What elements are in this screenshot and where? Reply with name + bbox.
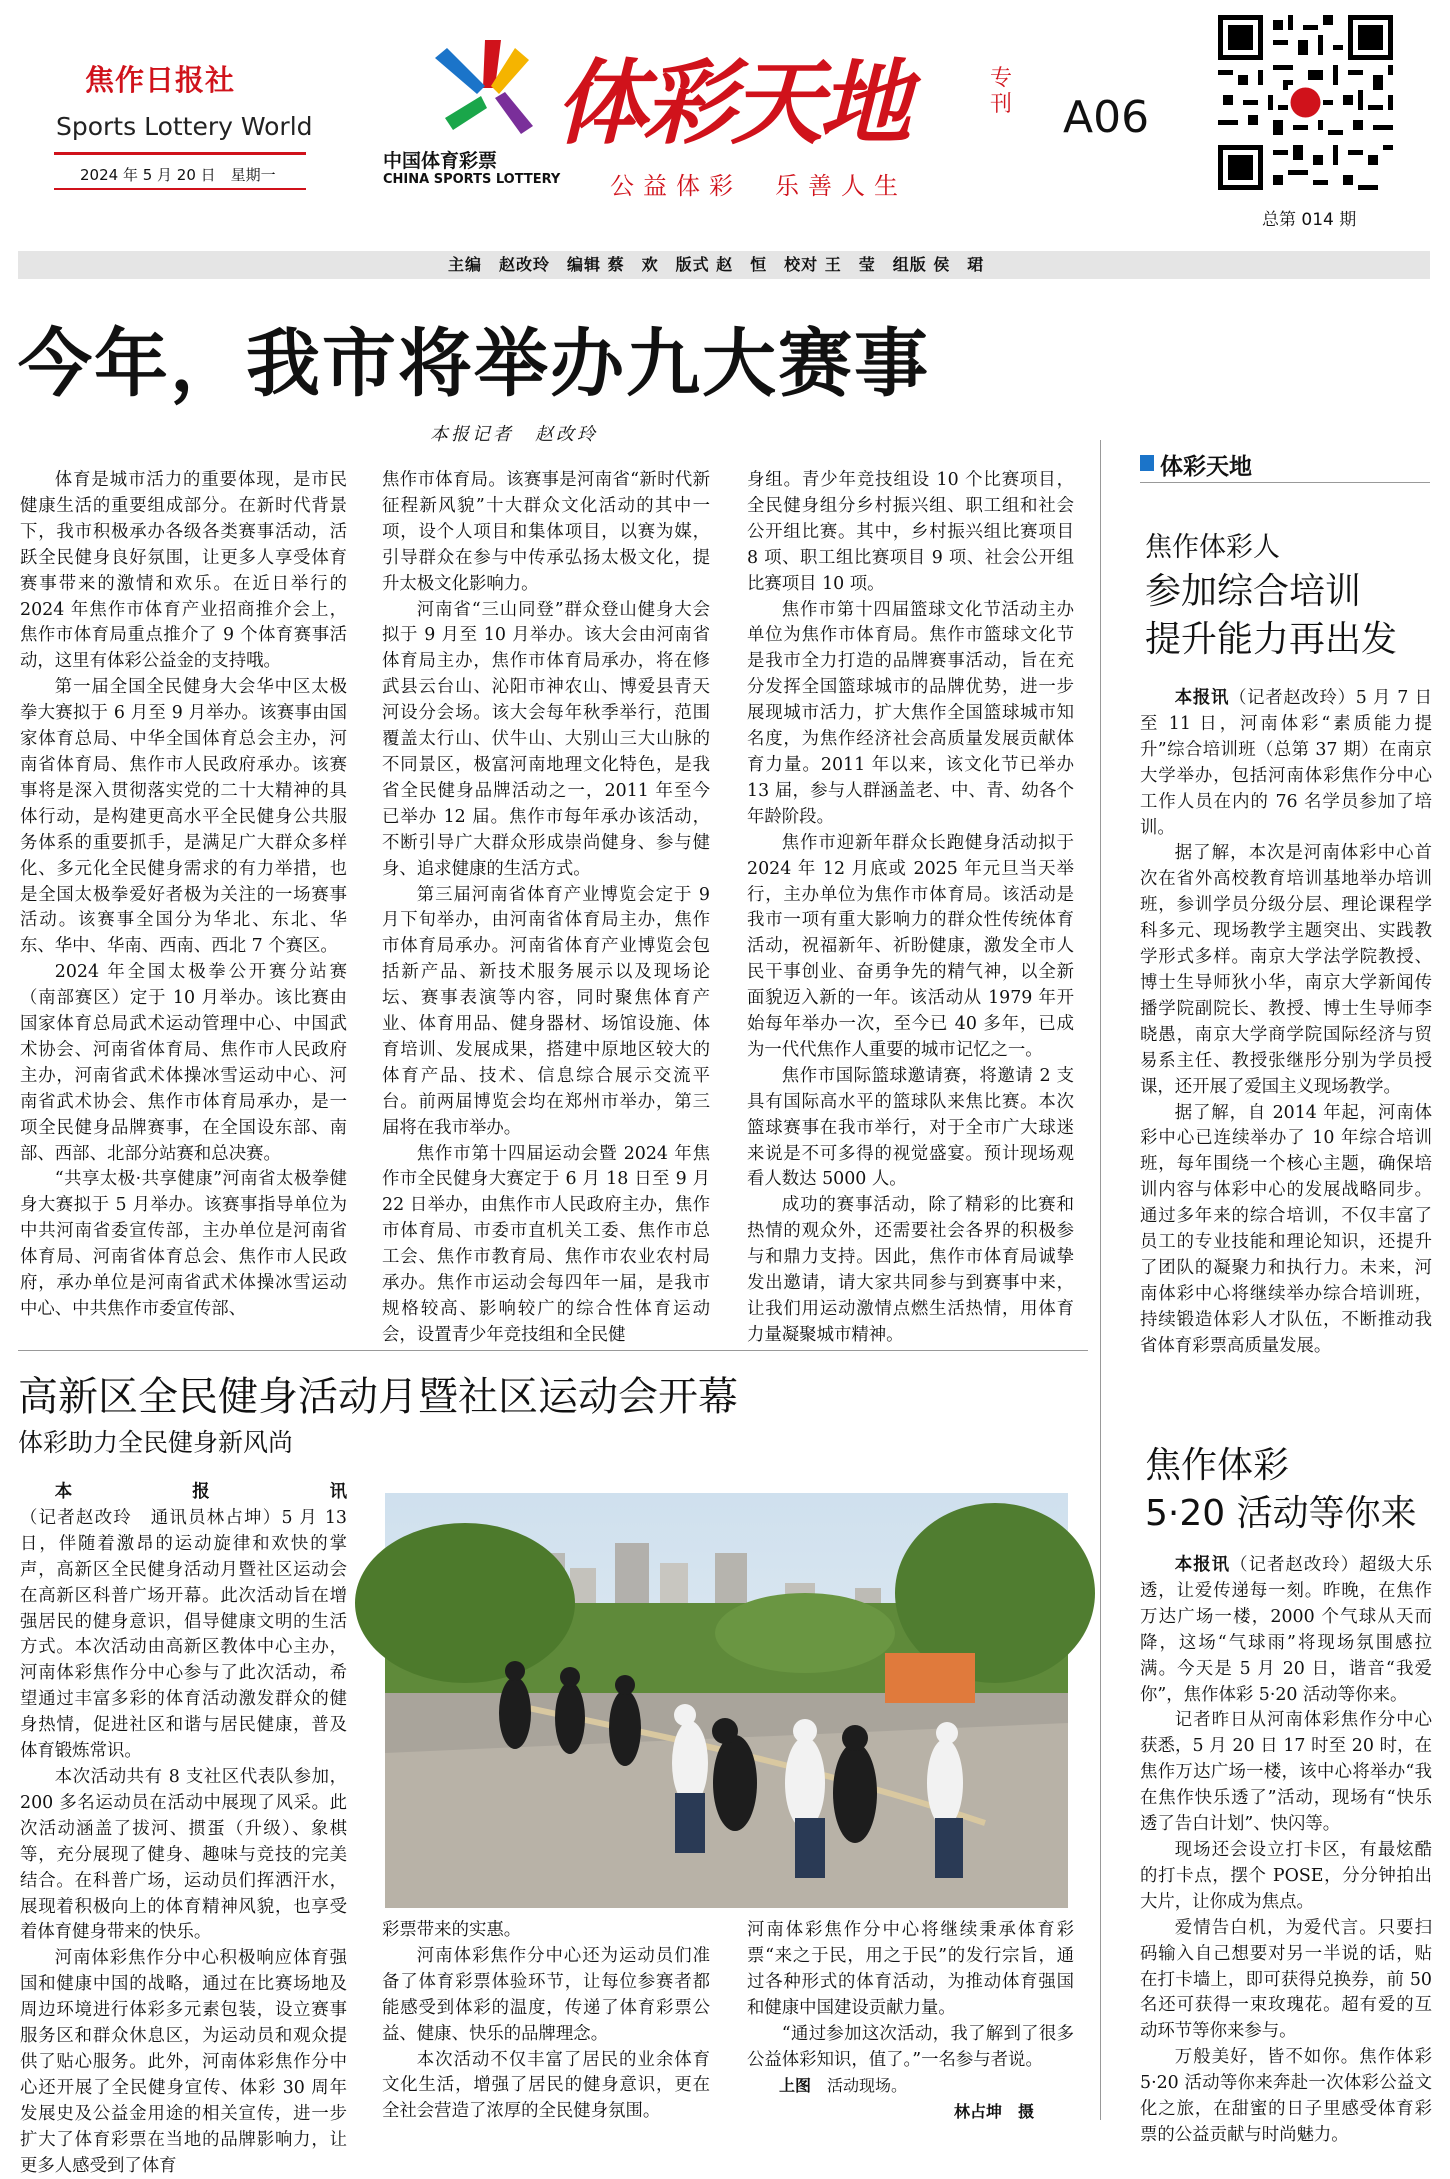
- section-marker-icon: [1140, 455, 1154, 471]
- article2-subhead: 体彩助力全民健身新风尚: [18, 1428, 294, 1457]
- lead-label: 本报讯: [54, 1482, 347, 1502]
- article-column-1: [20, 468, 347, 1323]
- paragraph: 爱情告白机，为爱代言。只要扫码输入自己想要对另一半说的话，贴在打卡墙上，即可获得兑换券，前 50 名还可获得一束玫瑰花。超有爱的互动环节等你来参与。: [1140, 1917, 1432, 2042]
- paragraph: 焦作市第十四届篮球文化节活动主办单位为焦作市体育局。焦作市篮球文化节是我市全力打造的品牌赛事活动，旨在充分发挥全国篮球城市的品牌优势，进一步展现城市活力，扩大焦作全国篮球城市知名度，为焦作经济社会高质量发展贡献体育力量。2011 年以来，该文化节已举办 13 届，参与人群涵盖老、中、青、幼各个年龄阶段。: [747, 599, 1074, 827]
- paragraph: 万般美好，皆不如你。焦作体彩 5·20 活动等你来奔赴一次体彩公益文化之旅，在甜蜜的日子里感受体育彩票的公益贡献与时尚魅力。: [1140, 2047, 1432, 2145]
- paragraph: 本次活动不仅丰富了居民的业余体育文化生活，增强了居民的健身意识，更在全社会营造了浓厚的全民健身氛围。: [382, 2049, 710, 2122]
- lead-text: 超级大乐透，让爱传递每一刻。昨晚，在焦作万达广场一楼，2000 个气球从天而降，这场“气球雨”将现场氛围感拉满。今天是 5 月 20 日，谐音“我爱你”，焦作体彩 5·20 活动等你来。: [1140, 1555, 1432, 1705]
- paragraph: 彩票带来的实惠。: [382, 1920, 522, 1940]
- paragraph: [20, 1480, 347, 1765]
- paragraph: 体育是城市活力的重要体现，是市民健康生活的重要组成部分。在新时代背景下，我市积极承办各级各类赛事活动，活跃全民健身良好氛围，让更多人享受体育赛事带来的激情和欢乐。在近日举行的 2024 年焦作市体育产业招商推介会上，焦作市体育局重点推介了 9 个体育赛事活动，这里有体彩公益金的支持哦。: [20, 470, 347, 672]
- section-tag-rule: [1140, 482, 1430, 483]
- photo-credit: [747, 2099, 1074, 2125]
- sidebar-headline-line2: 提升能力再出发: [1145, 619, 1398, 660]
- paper-name: 焦作日报社: [85, 63, 236, 97]
- masthead-rule-bottom: [54, 188, 306, 190]
- paragraph: 河南体彩焦作分中心积极响应体育强国和健康中国的战略，通过在比赛场地及周边环境进行体彩多元素包装，设立赛事服务区和群众休息区，为运动员和观众提供了贴心服务。此外，河南体彩焦作分中心还开展了全民健身宣传、体彩 30 周年发展史及公益金用途的相关宣传，进一步扩大了体育彩票在当地的品牌影响力，让更多人感受到了体育: [20, 1948, 347, 2176]
- paragraph: 身组。青少年竞技组设 10 个比赛项目，全民健身组分乡村振兴组、职工组和社会公开组比赛。其中，乡村振兴组比赛项目 8 项、职工组比赛项目 9 项、社会公开组比赛项目 10 项。: [747, 470, 1074, 594]
- lead-reporter: （记者赵改玲）: [1230, 1555, 1360, 1575]
- paragraph: “共享太极·共享健康”河南省太极拳健身大赛拟于 5 月举办。该赛事指导单位为中共河南省委宣传部，主办单位是河南省体育局、河南省体育总会、焦作市人民政府，承办单位是河南省武术体操冰雪运动中心、中共焦作市委宣传部、: [20, 1169, 347, 1319]
- event-photo: [385, 1493, 1068, 1908]
- paragraph: 河南省“三山同登”群众登山健身大会拟于 9 月至 10 月举办。该大会由河南省体育局主办，焦作市体育局承办，将在修武县云台山、沁阳市神农山、博爱县青天河设分会场。该大会每年秋季举行，范围覆盖太行山、伏牛山、大别山三大山脉的不同景区，极富河南地理文化特色，是我省全民健身品牌活动之一，2011 年至今已举办 12 届。焦作市每年承办该活动，不断引导广大群众形成崇尚健身、参与健身、追求健康的生活方式。: [382, 599, 710, 879]
- paragraph: 河南体彩焦作分中心还为运动员们准备了体育彩票体验环节，让每位参赛者都能感受到体彩的温度，传递了体育彩票公益、健康、快乐的品牌理念。: [382, 1945, 710, 2044]
- masthead-rule-top: [54, 152, 306, 155]
- paragraph: 焦作市第十四届运动会暨 2024 年焦作市全民健身大赛定于 6 月 18 日至 9 月 22 日举办，由焦作市人民政府主办，焦作市体育局、市委市直机关工委、焦作市总工会、焦作市教育局、焦作市农业农村局承办。焦作市运动会每四年一届，是我市规格较高、影响较广的综合性体育运动会，设置青少年竞技组和全民健: [382, 1143, 710, 1345]
- paragraph: 记者昨日从河南体彩焦作分中心获悉，5 月 20 日 17 时至 20 时，在焦作万达广场一楼，该中心将举办“我在焦作快乐透了”活动，现场有“快乐透了告白计划”、快闪等。: [1140, 1710, 1432, 1835]
- section-divider: [18, 1350, 1088, 1351]
- sidebar-headline: [1145, 568, 1397, 664]
- paragraph: 焦作市体育局。该赛事是河南省“新时代新征程新风貌”十大群众文化活动的其中一项，设个人项目和集体项目，以赛为媒，引导群众在参与中传承弘扬太极文化，提升太极文化影响力。: [382, 470, 710, 594]
- paragraph: 焦作市国际篮球邀请赛，将邀请 2 支具有国际高水平的篮球队来焦比赛。本次篮球赛事在我市举行，对于全市广大球迷来说是不可多得的视觉盛宴。预计现场观看人数达 5000 人。: [747, 1065, 1074, 1190]
- paragraph: 河南体彩焦作分中心将继续秉承体育彩票“来之于民，用之于民”的发行宗旨，通过各种形式的体育活动，为推动体育强国和健康中国建设贡献力量。: [747, 1920, 1074, 2018]
- column-divider: [1100, 440, 1101, 2120]
- paragraph: 2024 年全国太极拳公开赛分站赛（南部赛区）定于 10 月举办。该比赛由国家体育总局武术运动管理中心、中国武术协会、河南省体育局、焦作市人民政府主办，河南省武术体操冰雪运动中心、河南省武术协会、焦作市体育局承办，是一项全民健身品牌赛事，在全国设东部、南部、西部、北部分站赛和总决赛。: [20, 962, 347, 1164]
- paragraph: [1140, 1553, 1432, 1708]
- article2-headline: 高新区全民健身活动月暨社区运动会开幕: [18, 1374, 738, 1420]
- paragraph: 第一届全国全民健身大会华中区太极拳大赛拟于 6 月至 9 月举办。该赛事由国家体育总局、中华全国体育总会主办，河南省体育局、焦作市人民政府承办。该赛事将是深入贯彻落实党的二十大精神的具体行动，是构建更高水平全民健身公共服务体系的重要抓手，是满足广大群众多样化、多元化全民健身需求的有力举措，也是全国太极拳爱好者极为关注的一场赛事活动。该赛事全国分为华北、东北、华东、华中、华南、西南、西北 7 个赛区。: [20, 677, 347, 957]
- sidebar2-headline-line2: 5·20 活动等你来: [1145, 1493, 1417, 1534]
- sidebar2-headline-line1: 焦作体彩: [1145, 1445, 1290, 1486]
- article-column-3: [747, 468, 1074, 1349]
- issue-date: 2024 年 5 月 20 日 星期一: [80, 166, 276, 184]
- article2-column-2: [382, 1918, 710, 2125]
- lead-reporter: （记者赵改玲 通讯员林占坤）: [20, 1507, 282, 1528]
- paragraph: 据了解，本次是河南体彩中心首次在省外高校教育培训基地举办培训班，参训学员分级分层、理论课程学科多元、现场教学主题突出、实践教学形式多样。南京大学法学院教授、博士生导师狄小华，南京大学新闻传播学院副院长、教授、博士生导师李晓愚，南京大学商学院国际经济与贸易系主任、教授张继彤分别为学员授课，还开展了爱国主义现场教学。: [1140, 843, 1432, 1097]
- section-tag: 体彩天地: [1160, 454, 1252, 480]
- sidebar-kicker: 焦作体彩人: [1145, 532, 1280, 563]
- paragraph: 本次活动共有 8 支社区代表队参加，200 多名运动员在活动中展现了风采。此次活动涵盖了拔河、掼蛋（升级）、象棋等，充分展现了健身、趣味与竞技的完美结合。在科普广场，运动员们挥洒汗水，展现着积极向上的体育精神风貌，也享受着体育健身带来的快乐。: [20, 1766, 347, 1943]
- special-edition-label: 专刊: [990, 66, 1013, 117]
- lottery-name-en: CHINA SPORTS LOTTERY: [383, 172, 561, 187]
- paragraph: 据了解，自 2014 年起，河南体彩中心已连续举办了 10 年综合培训班，每年围绕一个核心主题，确保培训内容与体彩中心的发展战略同步。通过多年来的综合培训，不仅丰富了员工的专业技能和理论知识，还提升了团队的凝聚力和执行力。未来，河南体彩中心将继续举办综合培训班，持续锻造体彩人才队伍，不断推动我省体育彩票高质量发展。: [1140, 1102, 1432, 1356]
- article2-column-3: [747, 1918, 1074, 2125]
- paragraph: “通过参加这次活动，我了解到了很多公益体彩知识，值了。”一名参与者说。: [747, 2023, 1074, 2070]
- lead-text: 5 月 7 日至 11 日，河南体彩“素质能力提升”综合培训班（总第 37 期）在南京大学举办，包括河南体彩焦作分中心工作人员在内的 76 名学员参加了培训。: [1140, 688, 1432, 838]
- lead-label: 本报讯: [1174, 1555, 1231, 1575]
- article2-column-1: [20, 1480, 347, 2179]
- article-byline: 本报记者 赵改玲: [430, 424, 598, 445]
- page-number: A06: [1063, 92, 1150, 143]
- sidebar2-headline: [1145, 1442, 1417, 1538]
- editor-credits-bar: 主编 赵改玲 编辑 蔡 欢 版式 赵 恒 校对 王 莹 组版 侯 珺: [18, 251, 1430, 279]
- sidebar-article-2: [1140, 1553, 1432, 2149]
- paragraph: 焦作市迎新年群众长跑健身活动拟于 2024 年 12 月底或 2025 年元旦当天举行，主办单位为焦作市体育局。该活动是我市一项有重大影响力的群众性传统体育活动，祝福新年、祈盼健康，激发全市人民干事创业、奋勇争先的精气神，以全新面貌迈入新的一年。该活动从 1979 年开始每年举办一次，至今已 40 多年，已成为一代代焦作人重要的城市记忆之一。: [747, 832, 1074, 1060]
- caption-text: 活动现场。: [827, 2076, 908, 2096]
- lead-reporter: （记者赵改玲）: [1229, 688, 1356, 708]
- masthead-subtitle: Sports Lottery World: [56, 112, 313, 141]
- paragraph: [1140, 686, 1432, 841]
- lead-text: 5 月 13 日，伴随着激昂的运动旋律和欢快的掌声，高新区全民健身活动月暨社区运动会在高新区科普广场开幕。此次活动旨在增强居民的健身意识，倡导健康文明的生活方式。本次活动由高新区教体中心主办，河南体彩焦作分中心参与了此次活动，希望通过丰富多彩的体育活动激发群众的健身热情，促进社区和谐与居民健康，普及体育锻炼常识。: [20, 1507, 348, 1762]
- paragraph: 成功的赛事活动，除了精彩的比赛和热情的观众外，还需要社会各界的积极参与和鼎力支持。因此，焦作市体育局诚挚发出邀请，请大家共同参与到赛事中来，让我们用运动激情点燃生活热情，用体育力量凝聚城市精神。: [747, 1195, 1074, 1345]
- main-headline: 今年，我市将举办九大赛事: [18, 321, 930, 407]
- lottery-name-cn: 中国体育彩票: [383, 150, 498, 172]
- article-column-2: [382, 468, 710, 1349]
- photographer: 林占坤 摄: [953, 2102, 1034, 2122]
- lead-label: 本报讯: [1174, 688, 1230, 708]
- slogan: 公益体彩 乐善人生: [610, 172, 907, 200]
- lottery-star-logo: [425, 38, 575, 148]
- caption-label: 上图: [779, 2076, 812, 2096]
- sidebar-article-1: [1140, 686, 1432, 1360]
- qr-code: [1213, 10, 1398, 195]
- paragraph: 第三届河南省体育产业博览会定于 9 月下旬举办，由河南省体育局主办，焦作市体育局承办。河南省体育产业博览会包括新产品、新技术服务展示以及现场论坛、赛事表演等内容，同时聚焦体育产业、体育用品、健身器材、场馆设施、体育培训、发展成果，搭建中原地区较大的体育产品、技术、信息综合展示交流平台。前两届博览会均在郑州市举办，第三届将在我市举办。: [382, 884, 710, 1138]
- sidebar-headline-line1: 参加综合培训: [1145, 571, 1362, 612]
- paragraph: 现场还会设立打卡区，有最炫酷的打卡点，摆个 POSE，分分钟拍出大片，让你成为焦点。: [1140, 1839, 1432, 1912]
- photo-caption: [747, 2073, 1074, 2099]
- issue-number: 总第 014 期: [1262, 210, 1357, 230]
- supplement-title: 体彩天地: [555, 50, 908, 157]
